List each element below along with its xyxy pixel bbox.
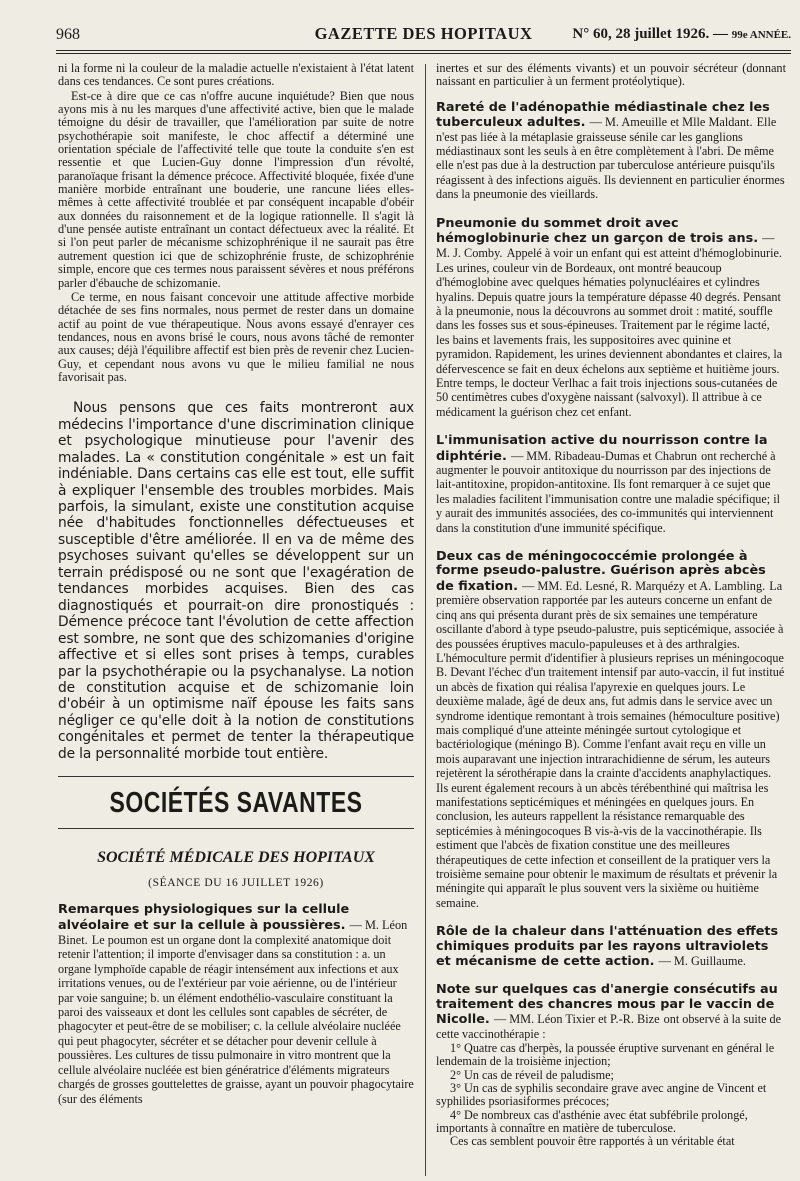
article-heading: Note sur quelques cas d'anergie consécutifs au traitement des chancres mous par le vaccin de Nicolle. <box>436 982 778 1028</box>
article-heading: Remarques physiologiques sur la cellule alvéolaire et sur la cellule à poussières. <box>58 902 350 933</box>
list-item: 4° De nombreux cas d'asthénie avec état subfébrile prolongé, importants à connaître en matière de tuberculose. <box>436 1107 748 1135</box>
right-column <box>436 62 786 1148</box>
article-author: — M. Léon Binet. <box>58 917 408 948</box>
list-item: 1° Quatre cas d'herpès, la poussée éruptive survenant en général le lendemain de la troisième injection; <box>436 1041 775 1069</box>
article-author: — MM. Ribadeau-Dumas et Chabrun <box>510 448 698 463</box>
conclusion-paragraph: Nous pensons que ces faits montreront aux médecins l'importance d'une discrimination clinique et psychologique minutieuse pour l'avenir des malades. La « constitution congénitale » est un fait indéniable. Dans certains cas elle est tout, elle suffit à expliquer l'ensemble des troubles morbides. Mais parfois, la simulant, existe une constitution acquise née d'habitudes fonctionnelles défectueuses et susceptible d'être améliorée. Il en va de même des psychoses suivant qu'elles se développent sur un terrain prédisposé ou ne sont que l'exagération de tendances morbides acquises. Bien des cas diagnostiqués et pourrait-on dire pronostiqués : Démence précoce tant l'évolution de cette affection est sombre, ne sont que des schizomanies d'origine affective et si elles sont prises à temps, curables par la psychothérapie ou la psychanalyse. La notion de constitution acquise et de schizomanie loin d'obéir à un optimisme naïf épouse les faits sans négliger ce qu'elle doit à la notion de constitutions congénitales et permet de tenter la thérapeutique de la personnalité morbide tout entière. <box>58 400 414 762</box>
society-title: SOCIÉTÉ MÉDICALE DES HOPITAUX <box>97 849 375 867</box>
section-divider <box>58 776 414 777</box>
article-title <box>436 217 786 421</box>
article-heading: Deux cas de méningococcémie prolongée à forme pseudo-palustre. Guérison après abcès de fixation. <box>436 549 766 594</box>
issue-info <box>572 26 791 43</box>
issue-date: N° 60, 28 juillet 1926. — <box>572 26 728 42</box>
article-heading: L'immunisation active du nourrisson contre la diphtérie. <box>436 433 768 464</box>
list-item: 2° Un cas de réveil de paludisme; <box>450 1067 614 1082</box>
list-item: 3° Un cas de syphilis secondaire grave avec angine de Vincent et syphilides psoriasiformes précoces; <box>436 1080 767 1109</box>
article-body: Appelé à voir un enfant qui est atteint d'hémoglobinurie. Les urines, couleur vin de Bordeaux, ont montré beaucoup d'hémoglobine avec quelques hématies polynucléaires et cylindres hyalins. Depuis quatre jours la température dépasse 40 degrés. Pensant à la pneumonie, nous la découvrons au sommet droit : matité, souffle dans les fosses sus et sous-épineuses. Traitement par le régime lacté, les bains et lavements frais, les suppositoires avec quinine et pyramidon. Rapidement, les urines deviennent abondantes et claires, la défervescence se fait en deux échelons aux septième et huitième jours. Entre temps, le docteur Verlhac a fait trois injections sous-cutanées de 50 centimètres cubes d'oxygène naissant (salvoxyl). Il attribue à ce médicament la guérison chez cet enfant. <box>436 246 783 419</box>
section-title: SOCIÉTÉS SAVANTES <box>109 785 363 819</box>
article-body: Le poumon est un organe dont la complexité anatomique doit retenir l'attention; il importe d'envisager dans sa constitution : a. un organe lymphoïde capable de réagir intensément aux infections et aux irritations venues, ou de l'extérieur par voie aérienne, ou de l'intérieur par voie sanguine; b. un élément endothélio-vasculaire constituant la paroi des vaisseaux et dont les cellules sont capables de sécréter, de phagocyter et peut-être de se mobiliser; c. la cellule alvéolaire nucléée qui peut phagocyter, sécréter et se détacher pour devenir cellule à poussières. Les cultures de tissu pulmonaire in vitro montrent que la cellule alvéolaire nucléée est bien génératrice d'éléments migrateurs chargés de grosses gouttelettes de graisse, ayant un pouvoir phagocytaire (sur des éléments <box>58 933 414 1106</box>
list-item: Ces cas semblent pouvoir être rapportés à un véritable état <box>450 1134 735 1149</box>
article-heading: Rareté de l'adénopathie médiastinale chez les tuberculeux adultes. <box>436 99 770 131</box>
article-body: ont recherché à augmenter le pouvoir antitoxique du nourrisson par des injections de lait-antitoxine, propidon-antitoxine. Ils font remarquer à ce sujet que les maladies facilitent l'immunisation contre une maladie spécifique; il y aurait des immunités associées, des co-immunités qui interviennent dans la constitution d'une immunité spécifique. <box>436 448 781 535</box>
session-date: (SÉANCE DU 16 JUILLET 1926) <box>148 877 324 890</box>
article-title <box>436 101 786 203</box>
article-author: — MM. Léon Tixier et P.-R. Bize <box>493 1012 660 1027</box>
article-body: La première observation rapportée par les auteurs concerne un enfant de cinq ans qui présenta durant près de six semaines une température oscillante d'abord à type pseudo-palustre, puis septicémique, associée à des poussées éruptives maculo-papuleuses et à des arthralgies. L'hémoculture permit d'identifier à plusieurs reprises un méningocoque B. Devant l'échec d'un traitement intensif par auto-vaccin, il fut institué un abcès de fixation qui réalisa l'apyrexie en quelques jours. Le deuxième malade, âgé de deux ans, fut admis dans le service avec un syndrome identique remontant à trois semaines (hémoculture positive) mais compliqué d'une atteinte méningée surtout cytologique et bactériologique (méningo B). Comme l'enfant avait reçu en ville un mois auparavant une injection intrarachidienne de sérum, les auteurs rejetèrent la sérothérapie dans la crainte d'accidents anaphylactiques. Ils eurent également recours à un abcès térébenthiné qui maîtrisa les manifestations septicémiques et méningées en quelques jours. En conclusion, les auteurs rappellent la résistance remarquable des septicémies à méningocoques B vis-à-vis de la vaccinothérapie. Ils estiment que l'abcès de fixation constitue une des meilleures thérapeutiques de cette infection et conseillent de la pratiquer vers la troisième semaine pour obtenir le maximum de résultats et prévenir la méningite qui apparaît le plus souvent vers la sixième ou huitième semaine. <box>436 578 785 910</box>
page-header <box>56 24 791 48</box>
article-heading: Rôle de la chaleur dans l'atténuation des effets chimiques produits par les rayons ultraviolets et mécanisme de cette action. <box>436 924 779 970</box>
article-title <box>436 925 786 969</box>
article-body: Elle n'est pas liée à la métaplasie graisseuse sénile car les ganglions médiastinaux sont les seuls à en être complètement à l'abri. De même elle n'est pas due à la destruction par tuberculose antérieure puisqu'ils réagissent à des infections aiguës. Ils deviennent en particulier énormes dans la pneumonie des vieillards. <box>436 115 785 202</box>
article-author: — M. Guillaume. <box>658 954 746 969</box>
article-title <box>436 434 786 536</box>
journal-title: GAZETTE DES HOPITAUX <box>314 24 533 43</box>
header-rule <box>56 50 791 51</box>
section-divider <box>58 828 414 829</box>
header-rule-2 <box>56 53 791 54</box>
article-heading: Pneumonie du sommet droit avec hémoglobinurie chez un garçon de trois ans. <box>436 215 759 246</box>
text-paragraph: Ce terme, en nous faisant concevoir une attitude affective morbide détachée de ses fins normales, nous permet de rester dans un domaine actif au point de vue thérapeutique. Nous avons essayé d'enrayer ces tendances, nous en avons brisé le cours, nous avons tâché de remonter aux causes; déjà l'équilibre affectif est bien près de revenir chez Lucien-Guy, et cependant nous avons vu que le milieu familial ne nous favorisait pas. <box>58 289 414 384</box>
article-author: — M. J. Comby. <box>436 230 775 261</box>
article-title <box>436 550 786 911</box>
text-paragraph: Est-ce à dire que ce cas n'offre aucune inquiétude? Bien que nous ayons mis à nu les marques d'une affectivité active, bien que le malade témoigne du désir de travailler, que l'amélioration par suite de notre psychothérapie soit manifeste, le choc affectif a déterminé une orientation spéciale de l'affectivité telle que toute la conduite s'en est ressentie et que Lucien-Guy donne l'impression d'un révolté, paranoïaque frisant la démence précoce. Affectivité bloquée, fixée d'une manière morbide entraînant une bouderie, une rancune liées elles-mêmes à cette affectivité troublée et par conséquent incapable d'obéir aux données du raisonnement et de la logique rationnelle. Il s'agit là d'une pensée autiste entraînant un contact défectueux avec la réalité. Et si l'on peut parler de mécanisme schizophrénique il ne saurait pas être autrement question ici que de schizophrénie fruste, de schizophrénie simple, encore que ces termes nous paraissent sévères et nous préférons parler d'ébauche de schizomanie. <box>58 88 414 290</box>
year-mark: 99e ANNÉE. <box>731 29 791 41</box>
text-paragraph: ni la forme ni la couleur de la maladie actuelle n'existaient à l'état latent dans ces tendances. Ce sont pures créations. <box>58 61 414 89</box>
text-paragraph: inertes et sur des éléments vivants) et un pouvoir sécréteur (donnant naissant en particulier à un ferment protéolytique). <box>436 61 786 89</box>
left-column <box>58 62 414 1107</box>
article-author: — M. Ameuille et Mlle Maldant. <box>589 115 753 130</box>
article-body: ont observé à la suite de cette vaccinothérapie : <box>436 1012 782 1041</box>
article-title <box>436 983 786 1042</box>
article-title <box>58 903 414 1107</box>
article-author: — MM. Ed. Lesné, R. Marquézy et A. Lambling. <box>522 578 766 593</box>
column-separator <box>425 64 426 1176</box>
page-number: 968 <box>56 26 80 43</box>
